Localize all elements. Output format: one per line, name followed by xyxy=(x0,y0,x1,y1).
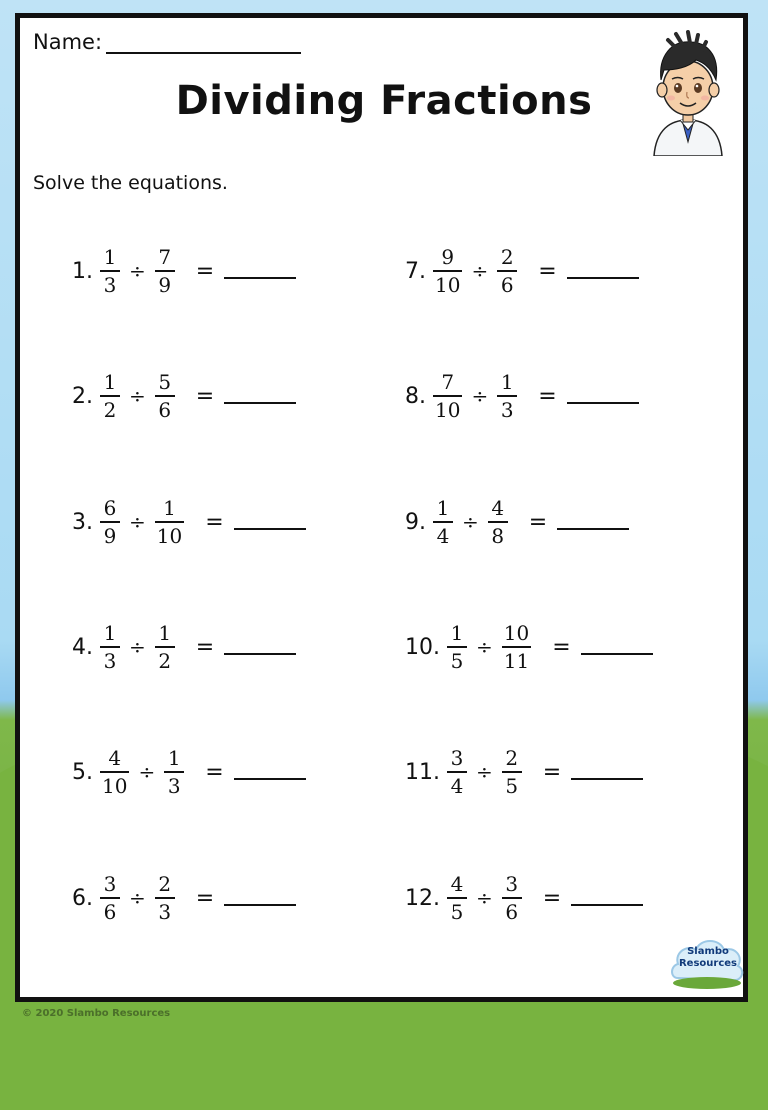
denominator: 4 xyxy=(436,524,450,548)
divide-sign: ÷ xyxy=(129,510,146,534)
dividend-fraction xyxy=(433,495,453,549)
answer-blank[interactable] xyxy=(581,639,653,655)
numerator: 1 xyxy=(167,746,181,770)
denominator: 2 xyxy=(103,398,117,422)
divide-sign: ÷ xyxy=(129,384,146,408)
denominator: 5 xyxy=(505,774,519,798)
denominator: 8 xyxy=(491,524,505,548)
problem-9 xyxy=(405,487,629,557)
problem-10 xyxy=(405,612,653,682)
divide-sign: ÷ xyxy=(476,635,493,659)
denominator: 6 xyxy=(158,398,172,422)
numerator: 10 xyxy=(503,621,530,645)
numerator: 2 xyxy=(500,245,514,269)
divide-sign: ÷ xyxy=(471,259,489,283)
equals-sign: = xyxy=(195,885,215,911)
problem-number: 5. xyxy=(72,759,93,785)
numerator: 1 xyxy=(436,496,450,520)
problem-6 xyxy=(72,863,296,933)
answer-blank[interactable] xyxy=(567,263,639,279)
answer-blank[interactable] xyxy=(234,764,306,780)
denominator: 5 xyxy=(450,900,464,924)
name-field[interactable] xyxy=(33,30,301,54)
problem-3 xyxy=(72,487,306,557)
footer-copyright: © 2020 Slambo Resources xyxy=(22,1008,171,1019)
denominator: 9 xyxy=(158,273,172,297)
dividend-fraction xyxy=(100,871,120,925)
problem-number: 1. xyxy=(72,258,93,284)
divide-sign: ÷ xyxy=(476,886,493,910)
numerator: 7 xyxy=(441,370,455,394)
logo-text xyxy=(672,946,744,970)
denominator: 10 xyxy=(102,774,128,798)
logo-line-1: Slambo xyxy=(687,946,729,957)
numerator: 4 xyxy=(450,872,464,896)
divide-sign: ÷ xyxy=(462,510,479,534)
denominator: 3 xyxy=(167,774,181,798)
page-title: Dividing Fractions xyxy=(175,78,593,124)
problem-2 xyxy=(72,361,296,431)
equals-sign: = xyxy=(528,509,548,535)
equals-sign: = xyxy=(205,509,224,535)
problem-number: 4. xyxy=(72,634,93,660)
denominator: 6 xyxy=(103,900,117,924)
answer-blank[interactable] xyxy=(557,514,629,530)
denominator: 4 xyxy=(450,774,464,798)
divisor-fraction xyxy=(502,620,531,674)
dividend-fraction xyxy=(100,745,129,799)
problem-4 xyxy=(72,612,296,682)
equals-sign: = xyxy=(195,634,215,660)
numerator: 2 xyxy=(158,872,172,896)
divide-sign: ÷ xyxy=(476,760,493,784)
denominator: 3 xyxy=(158,900,172,924)
problem-number: 2. xyxy=(72,383,93,409)
numerator: 4 xyxy=(108,746,122,770)
problem-number: 7. xyxy=(405,258,426,284)
numerator: 7 xyxy=(158,245,172,269)
problem-12 xyxy=(405,863,643,933)
answer-blank[interactable] xyxy=(567,388,639,404)
denominator: 3 xyxy=(103,649,117,673)
dividend-fraction xyxy=(447,745,467,799)
problem-number: 3. xyxy=(72,509,93,535)
problem-number: 12. xyxy=(405,885,440,911)
problem-number: 9. xyxy=(405,509,426,535)
divisor-fraction xyxy=(155,369,175,423)
numerator: 1 xyxy=(158,621,172,645)
divide-sign: ÷ xyxy=(138,760,156,784)
numerator: 3 xyxy=(505,872,519,896)
divisor-fraction xyxy=(502,871,522,925)
answer-blank[interactable] xyxy=(234,514,306,530)
answer-blank[interactable] xyxy=(224,263,296,279)
problem-number: 10. xyxy=(405,634,440,660)
dividend-fraction xyxy=(433,369,462,423)
name-blank-line[interactable] xyxy=(106,30,301,54)
numerator: 5 xyxy=(158,370,172,394)
answer-blank[interactable] xyxy=(571,764,643,780)
divisor-fraction xyxy=(488,495,508,549)
divisor-fraction xyxy=(155,871,175,925)
denominator: 10 xyxy=(435,273,461,297)
numerator: 4 xyxy=(491,496,505,520)
divisor-fraction xyxy=(155,495,184,549)
numerator: 1 xyxy=(103,370,117,394)
equals-sign: = xyxy=(538,258,557,284)
divide-sign: ÷ xyxy=(129,886,146,910)
logo-line-2: Resources xyxy=(678,958,738,969)
instructions-text: Solve the equations. xyxy=(33,172,228,194)
equals-sign: = xyxy=(205,759,224,785)
divisor-fraction xyxy=(497,244,517,298)
problem-number: 11. xyxy=(405,759,440,785)
problem-7 xyxy=(405,236,639,306)
divisor-fraction xyxy=(164,745,184,799)
divisor-fraction xyxy=(497,369,517,423)
numerator: 1 xyxy=(103,621,117,645)
equals-sign: = xyxy=(542,759,562,785)
divisor-fraction xyxy=(155,244,175,298)
numerator: 3 xyxy=(103,872,117,896)
denominator: 10 xyxy=(435,398,461,422)
divide-sign: ÷ xyxy=(129,635,146,659)
denominator: 3 xyxy=(103,273,117,297)
answer-blank[interactable] xyxy=(224,639,296,655)
denominator: 3 xyxy=(500,398,514,422)
equals-sign: = xyxy=(195,383,215,409)
divisor-fraction xyxy=(502,745,522,799)
dividend-fraction xyxy=(100,620,120,674)
problem-11 xyxy=(405,737,643,807)
numerator: 1 xyxy=(163,496,176,520)
denominator: 6 xyxy=(500,273,514,297)
numerator: 1 xyxy=(450,621,464,645)
dividend-fraction xyxy=(100,244,120,298)
divide-sign: ÷ xyxy=(471,384,489,408)
problem-5 xyxy=(72,737,306,807)
numerator: 2 xyxy=(505,746,519,770)
denominator: 2 xyxy=(158,649,172,673)
denominator: 9 xyxy=(103,524,117,548)
divide-sign: ÷ xyxy=(129,259,146,283)
numerator: 1 xyxy=(103,245,117,269)
problem-number: 8. xyxy=(405,383,426,409)
name-label: Name: xyxy=(33,30,103,54)
dividend-fraction xyxy=(100,369,120,423)
denominator: 10 xyxy=(156,524,183,548)
equals-sign: = xyxy=(538,383,557,409)
answer-blank[interactable] xyxy=(224,388,296,404)
dividend-fraction xyxy=(433,244,462,298)
dividend-fraction xyxy=(100,495,120,549)
answer-blank[interactable] xyxy=(571,890,643,906)
denominator: 11 xyxy=(503,649,530,673)
equals-sign: = xyxy=(542,885,562,911)
answer-blank[interactable] xyxy=(224,890,296,906)
numerator: 1 xyxy=(500,370,514,394)
scientist-boy-illustration xyxy=(640,30,736,156)
equals-sign: = xyxy=(552,634,571,660)
dividend-fraction xyxy=(447,871,467,925)
denominator: 6 xyxy=(505,900,519,924)
numerator: 6 xyxy=(103,496,117,520)
numerator: 3 xyxy=(450,746,464,770)
numerator: 9 xyxy=(441,245,455,269)
equals-sign: = xyxy=(195,258,215,284)
problem-8 xyxy=(405,361,639,431)
denominator: 5 xyxy=(450,649,464,673)
problem-1 xyxy=(72,236,296,306)
problem-number: 6. xyxy=(72,885,93,911)
dividend-fraction xyxy=(447,620,467,674)
divisor-fraction xyxy=(155,620,175,674)
